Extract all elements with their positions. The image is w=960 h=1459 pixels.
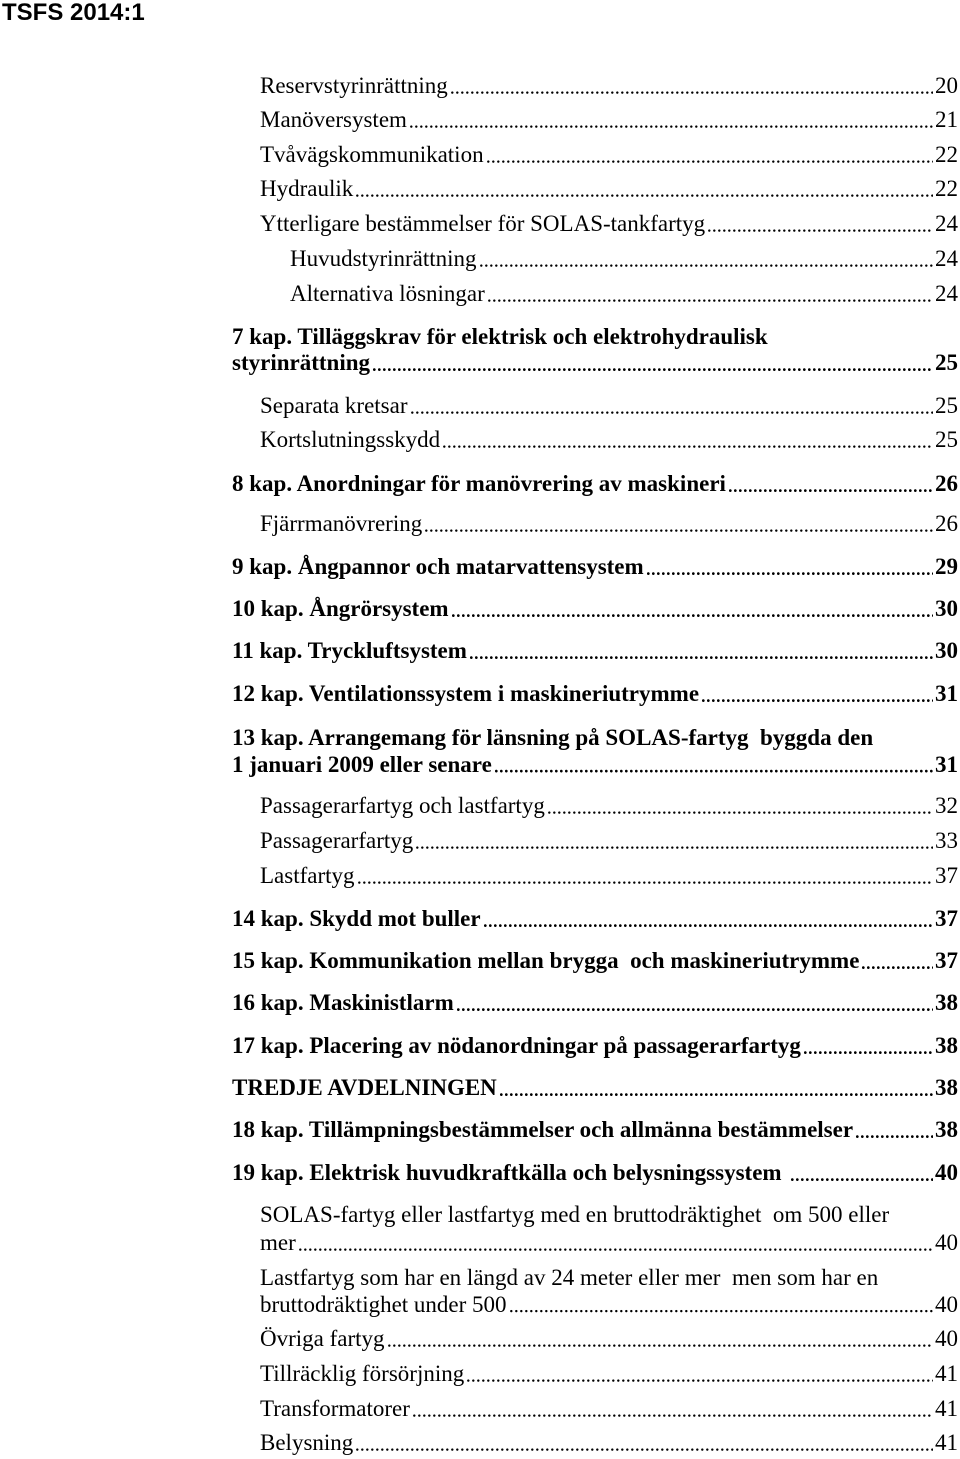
toc-section-entry: [260, 792, 958, 820]
leader-dots: [495, 751, 933, 778]
toc-entry-line: [260, 175, 958, 203]
toc-entry-title: Passagerarfartyg: [260, 828, 414, 853]
toc-entry-title: 12 kap. Ventilationssystem i maskineriutrymme: [232, 681, 700, 706]
leader-dots: [500, 1074, 933, 1102]
toc-section-entry: [260, 175, 958, 203]
toc-entry-page: 37: [935, 906, 958, 931]
toc-chapter-entry: [232, 905, 958, 933]
toc-entry-line: [232, 905, 958, 933]
leader-dots: [862, 947, 933, 975]
toc-entry-page: 41: [935, 1361, 958, 1386]
leader-dots: [488, 280, 933, 308]
toc-entry-page: 33: [935, 828, 958, 853]
toc-section-entry: [260, 1264, 958, 1318]
leader-dots: [484, 905, 933, 933]
toc-chapter-entry: [232, 470, 958, 498]
leader-dots: [373, 350, 933, 376]
toc-entry-title: Manöversystem: [260, 107, 407, 132]
toc-entry-title: Huvudstyrinrättning: [290, 246, 477, 271]
document-header: TSFS 2014:1: [2, 0, 145, 26]
toc-entry-line: [232, 1116, 958, 1144]
leader-dots: [647, 553, 933, 581]
toc-chapter-entry: [232, 553, 958, 581]
toc-chapter-entry: [232, 595, 958, 623]
toc-chapter-entry: [232, 637, 958, 665]
toc-entry-page: 25: [935, 427, 958, 452]
toc-entry-title: 8 kap. Anordningar för manövrering av maskineri: [232, 471, 726, 496]
toc-entry-line: [290, 245, 958, 273]
toc-entry-title-line1: 13 kap. Arrangemang för länsning på SOLAS-fartyg byggda den: [232, 725, 874, 750]
toc-entry-line: [232, 1074, 958, 1102]
toc-section-entry: [260, 1325, 958, 1353]
toc-entry-line: [232, 947, 958, 975]
toc-entry-title: Tillräcklig försörjning: [260, 1361, 465, 1386]
toc-entry-title: 17 kap. Placering av nödanordningar på passagerarfartyg: [232, 1033, 801, 1058]
toc-entry-line: [260, 210, 958, 238]
toc-entry-title: Alternativa lösningar: [290, 281, 485, 306]
toc-entry-line: [260, 1229, 958, 1257]
toc-entry-title: TREDJE AVDELNINGEN: [232, 1075, 497, 1100]
toc-entry-line: [232, 989, 958, 1017]
leader-dots: [443, 426, 933, 454]
toc-entry-title: mer: [260, 1230, 296, 1255]
toc-entry-line: [232, 637, 958, 665]
toc-entry-title-line1: 7 kap. Tilläggskrav för elektrisk och elektrohydraulisk: [232, 324, 768, 349]
leader-dots: [452, 595, 933, 623]
leader-dots: [467, 1360, 933, 1388]
toc-entry-title: Övriga fartyg: [260, 1326, 385, 1351]
toc-entry-title: 1 januari 2009 eller senare: [232, 752, 492, 777]
toc-chapter-entry: [232, 1116, 958, 1144]
toc-entry-line: [232, 595, 958, 623]
toc-entry-page: 25: [935, 350, 958, 375]
toc-entry-title: Transformatorer: [260, 1396, 410, 1421]
toc-section-entry: [260, 1360, 958, 1388]
toc-entry-line: [260, 1360, 958, 1388]
toc-entry-page: 41: [935, 1396, 958, 1421]
toc-chapter-entry: [232, 724, 958, 778]
leader-dots: [388, 1325, 933, 1353]
leader-dots: [425, 510, 933, 538]
toc-entry-line: [232, 1032, 958, 1060]
toc-entry-page: 40: [935, 1160, 958, 1185]
toc-entry-page: 29: [935, 554, 958, 579]
toc-section-entry: [260, 72, 958, 100]
toc-entry-page: 37: [935, 948, 958, 973]
leader-dots: [548, 792, 933, 820]
toc-entry-title: bruttodräktighet under 500: [260, 1292, 507, 1317]
leader-dots: [729, 470, 933, 498]
toc-chapter-entry: [232, 1159, 958, 1187]
toc-entry-title: 9 kap. Ångpannor och matarvattensystem: [232, 554, 644, 579]
toc-entry-page: 22: [935, 176, 958, 201]
toc-chapter-entry: [232, 989, 958, 1017]
leader-dots: [708, 210, 933, 238]
toc-entry-page: 31: [935, 752, 958, 777]
leader-dots: [356, 1429, 933, 1457]
toc-entry-title: Tvåvägskommunikation: [260, 142, 484, 167]
toc-entry-page: 26: [935, 471, 958, 496]
toc-section-entry: [260, 1429, 958, 1457]
leader-dots: [480, 245, 933, 273]
toc-entry-page: 20: [935, 73, 958, 98]
toc-entry-page: 37: [935, 863, 958, 888]
leader-dots: [299, 1229, 933, 1257]
leader-dots: [410, 106, 933, 134]
toc-chapter-entry: [232, 947, 958, 975]
leader-dots: [856, 1116, 933, 1144]
toc-entry-line: [290, 280, 958, 308]
toc-entry-line: [260, 426, 958, 454]
toc-section-entry: [260, 392, 958, 420]
toc-entry-title: styrinrättning: [232, 350, 370, 375]
toc-section-entry: [260, 426, 958, 454]
toc-entry-title: Reservstyrinrättning: [260, 73, 448, 98]
toc-entry-title: 11 kap. Tryckluftsystem: [232, 638, 467, 663]
leader-dots: [510, 1291, 933, 1318]
toc-entry-line: [232, 751, 958, 778]
toc-entry-page: 38: [935, 990, 958, 1015]
toc-entry-page: 21: [935, 107, 958, 132]
leader-dots: [791, 1159, 933, 1187]
toc-entry-page: 24: [935, 281, 958, 306]
toc-entry-page: 24: [935, 246, 958, 271]
toc-chapter-entry: [232, 680, 958, 708]
toc-entry-page: 22: [935, 142, 958, 167]
toc-section-entry: [260, 827, 958, 855]
toc-entry-page: 25: [935, 393, 958, 418]
toc-entry-page: 38: [935, 1075, 958, 1100]
toc-subsection-entry: [290, 245, 958, 273]
toc-entry-title: Belysning: [260, 1430, 354, 1455]
toc-entry-title: Ytterligare bestämmelser för SOLAS-tankfartyg: [260, 211, 706, 236]
toc-entry-title: 19 kap. Elektrisk huvudkraftkälla och belysningssystem: [232, 1160, 782, 1185]
toc-entry-page: 40: [935, 1292, 958, 1317]
toc-entry-line: [260, 1429, 958, 1457]
toc-entry-line: [260, 827, 958, 855]
leader-dots: [487, 141, 933, 169]
toc-entry-line: [232, 350, 958, 376]
toc-entry-line: [260, 1291, 958, 1318]
toc-entry-title: 10 kap. Ångrörsystem: [232, 596, 449, 621]
toc-part-entry: [232, 1074, 958, 1102]
toc-entry-line: [260, 862, 958, 890]
toc-section-entry: [260, 1201, 958, 1257]
toc-entry-line: [260, 72, 958, 100]
toc-entry-page: 30: [935, 638, 958, 663]
toc-entry-page: 40: [935, 1230, 958, 1255]
toc-entry-line: [260, 392, 958, 420]
toc-entry-line: [260, 141, 958, 169]
toc-chapter-entry: [232, 324, 958, 376]
toc-section-entry: [260, 210, 958, 238]
toc-section-entry: [260, 862, 958, 890]
toc-entry-title: Lastfartyg: [260, 863, 355, 888]
toc-subsection-entry: [290, 280, 958, 308]
toc-entry-line: [260, 792, 958, 820]
toc-section-entry: [260, 1395, 958, 1423]
toc-entry-title: Passagerarfartyg och lastfartyg: [260, 793, 545, 818]
toc-entry-line: [232, 470, 958, 498]
toc-entry-page: 24: [935, 211, 958, 236]
leader-dots: [702, 680, 933, 708]
toc-section-entry: [260, 141, 958, 169]
toc-entry-title: 15 kap. Kommunikation mellan brygga och maskineriutrymme: [232, 948, 860, 973]
toc-entry-title: 14 kap. Skydd mot buller: [232, 906, 481, 931]
leader-dots: [411, 392, 933, 420]
toc-entry-line: [260, 1395, 958, 1423]
toc-entry-page: 32: [935, 793, 958, 818]
toc-entry-line: [260, 1325, 958, 1353]
toc-entry-page: 38: [935, 1033, 958, 1058]
toc-chapter-entry: [232, 1032, 958, 1060]
toc-entry-title-line1: SOLAS-fartyg eller lastfartyg med en bruttodräktighet om 500 eller: [260, 1202, 890, 1227]
toc-entry-page: 40: [935, 1326, 958, 1351]
leader-dots: [470, 637, 933, 665]
toc-entry-line: [232, 553, 958, 581]
toc-entry-title: 18 kap. Tillämpningsbestämmelser och allmänna bestämmelser: [232, 1117, 854, 1142]
toc-entry-line: [260, 510, 958, 538]
toc-entry-title: 16 kap. Maskinistlarm: [232, 990, 454, 1015]
toc-entry-page: 31: [935, 681, 958, 706]
leader-dots: [416, 827, 933, 855]
leader-dots: [358, 862, 933, 890]
toc-section-entry: [260, 510, 958, 538]
toc-entry-line: [260, 106, 958, 134]
toc-entry-title: Hydraulik: [260, 176, 354, 201]
toc-entry-page: 26: [935, 511, 958, 536]
toc-entry-title: Fjärrmanövrering: [260, 511, 423, 536]
toc-entry-page: 38: [935, 1117, 958, 1142]
toc-entry-title-line1: Lastfartyg som har en längd av 24 meter eller mer men som har en: [260, 1265, 879, 1290]
toc-entry-line: [232, 680, 958, 708]
leader-dots: [356, 175, 933, 203]
toc-entry-title: Separata kretsar: [260, 393, 408, 418]
leader-dots: [451, 72, 933, 100]
toc-entry-line: [232, 1159, 958, 1187]
toc-entry-title: Kortslutningsskydd: [260, 427, 441, 452]
leader-dots: [413, 1395, 933, 1423]
leader-dots: [804, 1032, 933, 1060]
toc-entry-page: 41: [935, 1430, 958, 1455]
leader-dots: [457, 989, 933, 1017]
toc-entry-page: 30: [935, 596, 958, 621]
toc-section-entry: [260, 106, 958, 134]
